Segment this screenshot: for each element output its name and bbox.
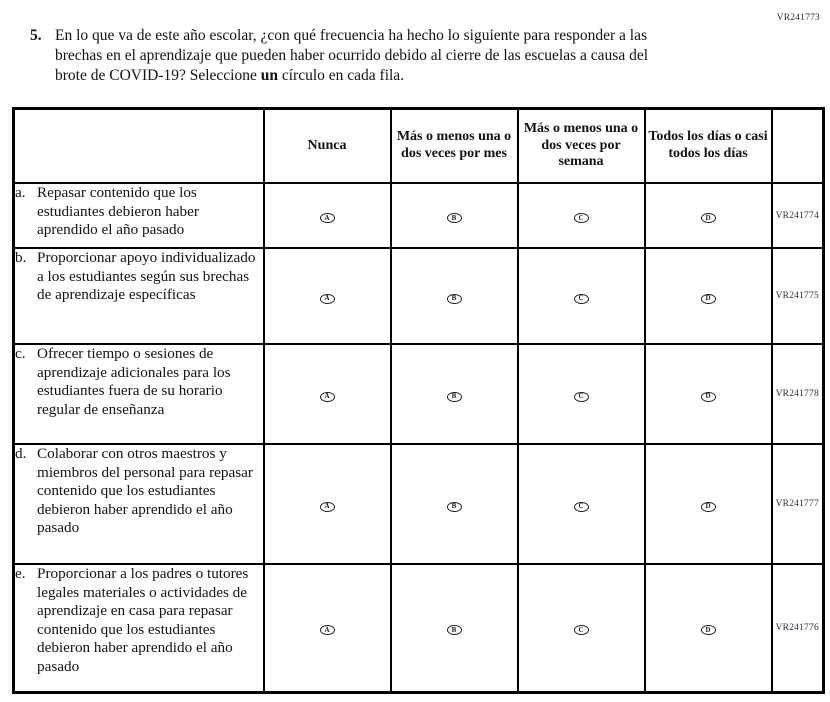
option-cell-nunca bbox=[264, 564, 391, 692]
row-letter: d. bbox=[15, 445, 27, 462]
row-code: VR241777 bbox=[775, 499, 819, 509]
option-cell-veces-por-semana bbox=[518, 248, 645, 344]
option-cell-veces-por-mes bbox=[391, 344, 518, 444]
table-row bbox=[14, 183, 824, 248]
question-text bbox=[55, 26, 655, 86]
question-number: 5. bbox=[30, 27, 42, 44]
answer-bubble-c[interactable] bbox=[574, 213, 589, 223]
bubble-letter-a: A bbox=[324, 294, 330, 303]
answer-bubble-d[interactable] bbox=[701, 294, 716, 304]
table-body bbox=[14, 183, 824, 692]
table-row bbox=[14, 564, 824, 692]
row-label: Colaborar con otros maestros y miembros del personal para repasar contenido que los estudiantes debieron haber aprendido el año pasado bbox=[37, 445, 253, 537]
column-header-veces-por-semana: Más o menos una o dos veces por semana bbox=[518, 109, 645, 184]
row-label: Proporcionar apoyo individualizado a los estudiantes según sus brechas de aprendizaje específicas bbox=[37, 249, 256, 304]
bubble-letter-b: B bbox=[451, 502, 457, 511]
answer-bubble-a[interactable] bbox=[320, 625, 335, 635]
answer-bubble-c[interactable] bbox=[574, 502, 589, 512]
column-header-code-blank bbox=[772, 109, 824, 184]
table-row bbox=[14, 444, 824, 564]
bubble-letter-b: B bbox=[451, 294, 457, 303]
answer-bubble-b[interactable] bbox=[447, 213, 462, 223]
column-header-veces-por-mes: Más o menos una o dos veces por mes bbox=[391, 109, 518, 184]
column-header-nunca: Nunca bbox=[264, 109, 391, 184]
option-cell-veces-por-mes bbox=[391, 183, 518, 248]
row-label: Proporcionar a los padres o tutores legales materiales o actividades de aprendizaje en casa para repasar contenido que los estudiantes debieron haber aprendido el año pasado bbox=[37, 565, 249, 675]
row-code: VR241774 bbox=[775, 210, 819, 221]
bubble-letter-d: D bbox=[705, 625, 711, 634]
option-cell-veces-por-mes bbox=[391, 248, 518, 344]
option-cell-veces-por-mes bbox=[391, 564, 518, 692]
table-row bbox=[14, 344, 824, 444]
option-cell-todos-los-dias bbox=[645, 248, 772, 344]
bubble-letter-a: A bbox=[324, 213, 330, 222]
bubble-letter-d: D bbox=[705, 213, 711, 222]
answer-bubble-d[interactable] bbox=[701, 392, 716, 402]
option-cell-todos-los-dias bbox=[645, 444, 772, 564]
answer-bubble-b[interactable] bbox=[447, 502, 462, 512]
bubble-letter-a: A bbox=[324, 625, 330, 634]
answer-bubble-a[interactable] bbox=[320, 213, 335, 223]
row-code-cell bbox=[772, 183, 824, 248]
answer-bubble-d[interactable] bbox=[701, 502, 716, 512]
bubble-letter-d: D bbox=[705, 392, 711, 401]
column-header-todos-los-dias: Todos los días o casi todos los días bbox=[645, 109, 772, 184]
question-text-after: círculo en cada fila. bbox=[277, 67, 405, 85]
row-label: Repasar contenido que los estudiantes debieron haber aprendido el año pasado bbox=[37, 184, 199, 239]
answer-bubble-c[interactable] bbox=[574, 625, 589, 635]
option-cell-nunca bbox=[264, 248, 391, 344]
answer-bubble-b[interactable] bbox=[447, 392, 462, 402]
row-letter: a. bbox=[15, 184, 26, 201]
option-cell-nunca bbox=[264, 344, 391, 444]
answer-bubble-b[interactable] bbox=[447, 625, 462, 635]
row-code-cell bbox=[772, 248, 824, 344]
answer-bubble-c[interactable] bbox=[574, 392, 589, 402]
bubble-letter-b: B bbox=[451, 625, 457, 634]
row-label-cell bbox=[14, 344, 264, 444]
row-label-cell bbox=[14, 564, 264, 692]
bubble-letter-c: C bbox=[578, 502, 584, 511]
row-code: VR241775 bbox=[775, 291, 819, 301]
row-code-cell bbox=[772, 344, 824, 444]
bubble-letter-b: B bbox=[451, 392, 457, 401]
answer-bubble-a[interactable] bbox=[320, 392, 335, 402]
table-header bbox=[14, 109, 824, 184]
bubble-letter-c: C bbox=[578, 625, 584, 634]
option-cell-todos-los-dias bbox=[645, 183, 772, 248]
option-cell-veces-por-mes bbox=[391, 444, 518, 564]
question-text-before: En lo que va de este año escolar, ¿con qué frecuencia ha hecho lo siguiente para responder a las brechas en el aprendizaje que pueden haber ocurrido debido al cierre de las escuelas a causa del brote de COVID-19? Seleccione bbox=[55, 27, 649, 85]
row-label: Ofrecer tiempo o sesiones de aprendizaje adicionales para los estudiantes fuera de su horario regular de enseñanza bbox=[37, 345, 231, 418]
column-header-blank bbox=[14, 109, 264, 184]
question-text-bold: un bbox=[260, 67, 278, 85]
option-cell-veces-por-semana bbox=[518, 183, 645, 248]
question bbox=[30, 26, 655, 86]
answer-bubble-c[interactable] bbox=[574, 294, 589, 304]
bubble-letter-d: D bbox=[705, 294, 711, 303]
row-label-cell bbox=[14, 248, 264, 344]
row-code-cell bbox=[772, 564, 824, 692]
frequency-matrix-table bbox=[12, 107, 825, 694]
row-label-cell bbox=[14, 444, 264, 564]
row-letter: b. bbox=[15, 249, 27, 266]
row-letter: c. bbox=[15, 345, 26, 362]
row-code-cell bbox=[772, 444, 824, 564]
option-cell-todos-los-dias bbox=[645, 344, 772, 444]
bubble-letter-c: C bbox=[578, 213, 584, 222]
bubble-letter-b: B bbox=[451, 213, 457, 222]
answer-bubble-d[interactable] bbox=[701, 213, 716, 223]
row-label-cell bbox=[14, 183, 264, 248]
table-row bbox=[14, 248, 824, 344]
bubble-letter-a: A bbox=[324, 502, 330, 511]
bubble-letter-c: C bbox=[578, 392, 584, 401]
answer-bubble-a[interactable] bbox=[320, 294, 335, 304]
option-cell-nunca bbox=[264, 444, 391, 564]
row-code: VR241778 bbox=[775, 389, 819, 399]
page-form-code: VR241773 bbox=[776, 13, 820, 23]
option-cell-veces-por-semana bbox=[518, 564, 645, 692]
bubble-letter-c: C bbox=[578, 294, 584, 303]
row-code: VR241776 bbox=[775, 622, 819, 633]
bubble-letter-a: A bbox=[324, 392, 330, 401]
answer-bubble-d[interactable] bbox=[701, 625, 716, 635]
option-cell-todos-los-dias bbox=[645, 564, 772, 692]
option-cell-nunca bbox=[264, 183, 391, 248]
option-cell-veces-por-semana bbox=[518, 444, 645, 564]
option-cell-veces-por-semana bbox=[518, 344, 645, 444]
row-letter: e. bbox=[15, 565, 26, 582]
answer-bubble-a[interactable] bbox=[320, 502, 335, 512]
bubble-letter-d: D bbox=[705, 502, 711, 511]
answer-bubble-b[interactable] bbox=[447, 294, 462, 304]
